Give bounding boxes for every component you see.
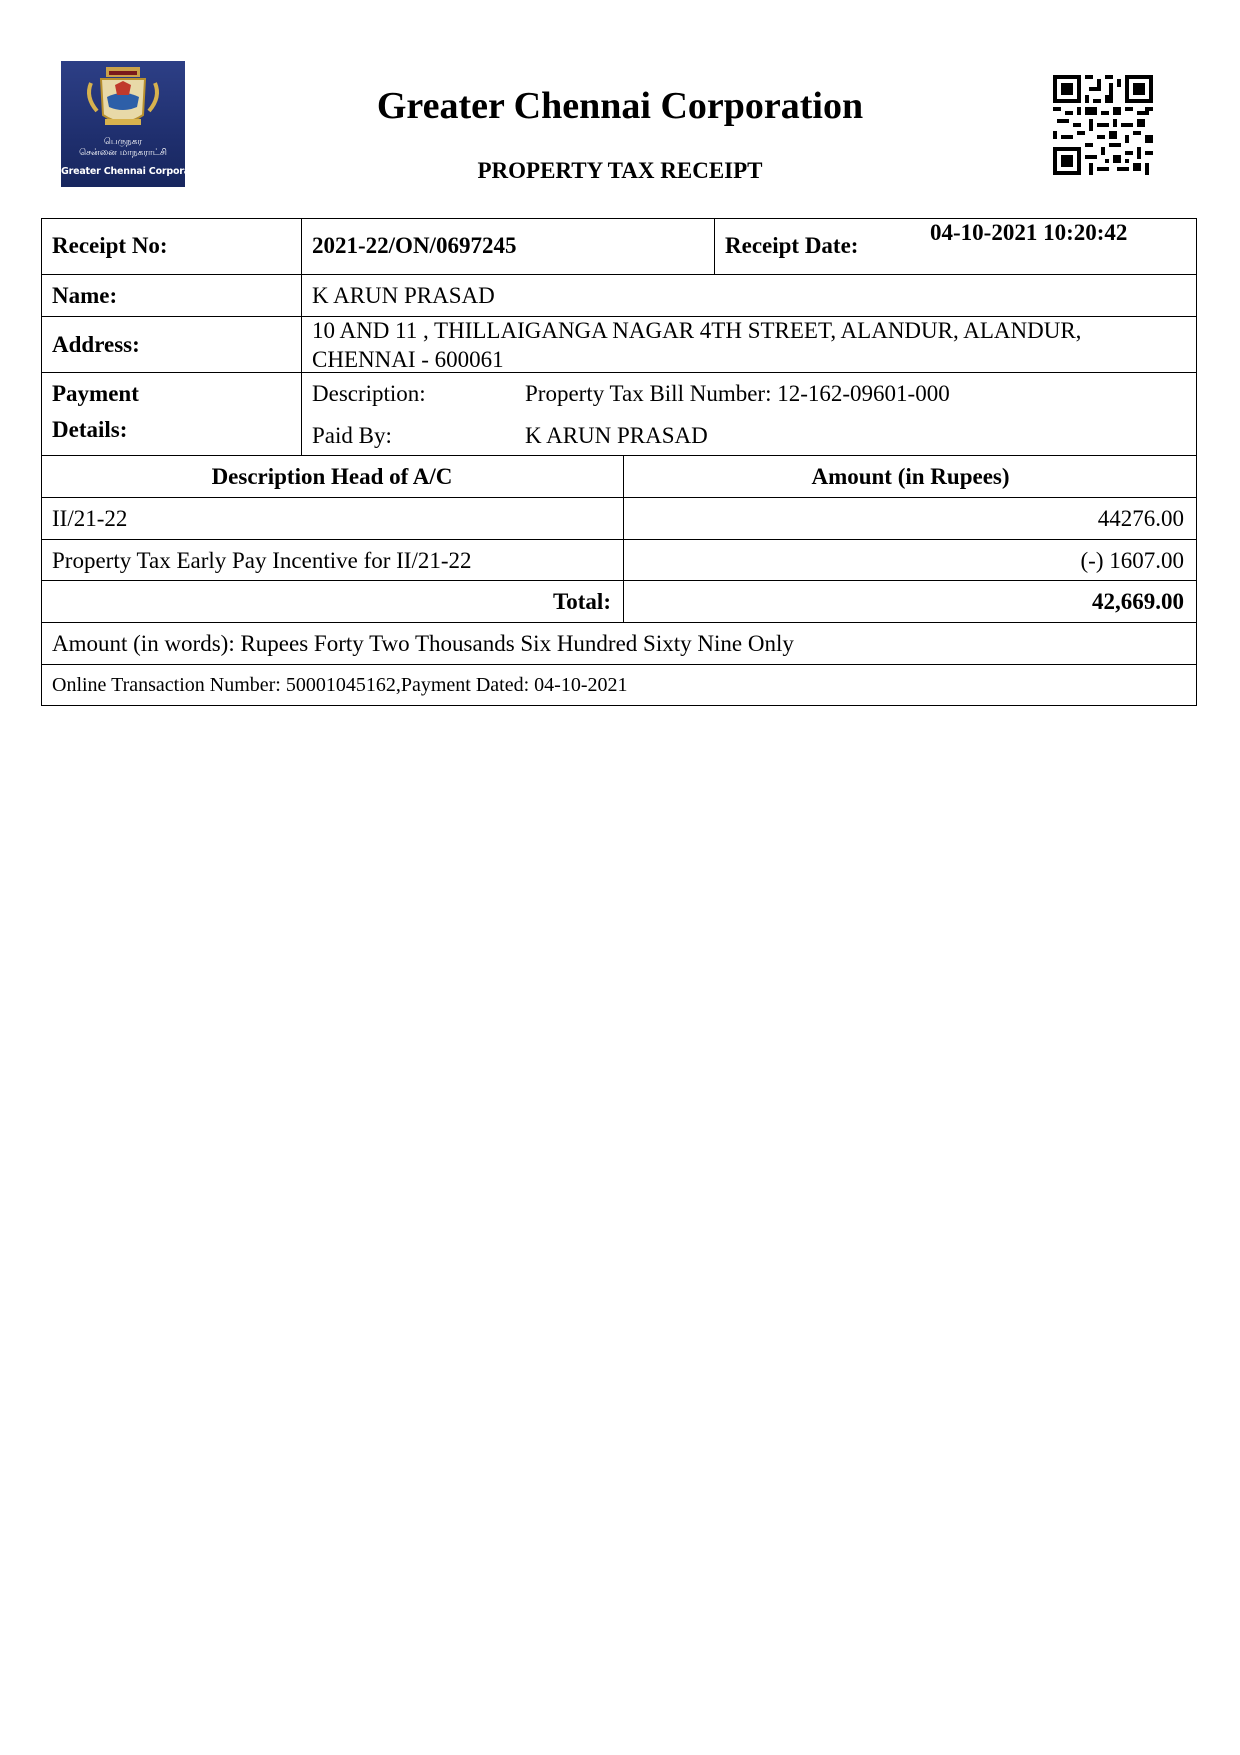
corporation-logo xyxy=(61,61,211,187)
column-divider xyxy=(301,218,302,455)
item-amount: 44276.00 xyxy=(1097,506,1184,531)
amount-in-words: Amount (in words): Rupees Forty Two Thousands Six Hundred Sixty Nine Only xyxy=(52,631,794,656)
item-description: Property Tax Early Pay Incentive for II/21-22 xyxy=(52,548,472,573)
description-value: Property Tax Bill Number: 12-162-09601-000 xyxy=(525,381,950,406)
emblem-icon xyxy=(61,61,185,137)
total-value: 42,669.00 xyxy=(1092,589,1184,614)
row-divider xyxy=(41,539,1197,540)
receipt-date-label: Receipt Date: xyxy=(725,233,859,258)
payment-details-label-line1: Payment xyxy=(52,381,139,406)
name-label: Name: xyxy=(52,283,118,308)
row-divider xyxy=(41,372,1197,373)
receipt-subtitle: PROPERTY TAX RECEIPT xyxy=(477,158,763,183)
address-line2: CHENNAI - 600061 xyxy=(312,347,504,372)
row-divider xyxy=(41,622,1197,623)
receipt-date-value: 04-10-2021 10:20:42 xyxy=(930,220,1128,245)
total-label: Total: xyxy=(553,589,611,614)
address-label: Address: xyxy=(52,332,140,357)
column-divider xyxy=(714,218,715,274)
logo-english-line: Greater Chennai Corporation xyxy=(61,166,211,177)
row-divider xyxy=(41,274,1197,275)
row-divider xyxy=(41,580,1197,581)
item-description: II/21-22 xyxy=(52,506,128,531)
row-divider xyxy=(41,664,1197,665)
address-line1: 10 AND 11 , THILLAIGANGA NAGAR 4TH STREET, ALANDUR, ALANDUR, xyxy=(312,318,1082,343)
receipt-no-value: 2021-22/ON/0697245 xyxy=(312,233,517,258)
paid-by-value: K ARUN PRASAD xyxy=(525,423,708,448)
transaction-details: Online Transaction Number: 50001045162,Payment Dated: 04-10-2021 xyxy=(52,674,628,696)
description-label: Description: xyxy=(312,381,426,406)
row-divider xyxy=(41,316,1197,317)
receipt-no-label: Receipt No: xyxy=(52,233,168,258)
row-divider xyxy=(41,497,1197,498)
logo-tamil-line1: பெருநகர xyxy=(103,137,143,147)
column-header-amount: Amount (in Rupees) xyxy=(811,464,1010,489)
paid-by-label: Paid By: xyxy=(312,423,392,448)
column-header-description: Description Head of A/C xyxy=(211,464,453,489)
item-amount: (-) 1607.00 xyxy=(1080,548,1184,573)
payment-details-label-line2: Details: xyxy=(52,417,128,442)
qr-code-icon xyxy=(1053,75,1153,175)
name-value: K ARUN PRASAD xyxy=(312,283,495,308)
row-divider xyxy=(41,455,1197,456)
logo-tamil-line2: சென்னை மாநகராட்சி xyxy=(79,148,167,158)
page-title: Greater Chennai Corporation xyxy=(376,85,864,127)
